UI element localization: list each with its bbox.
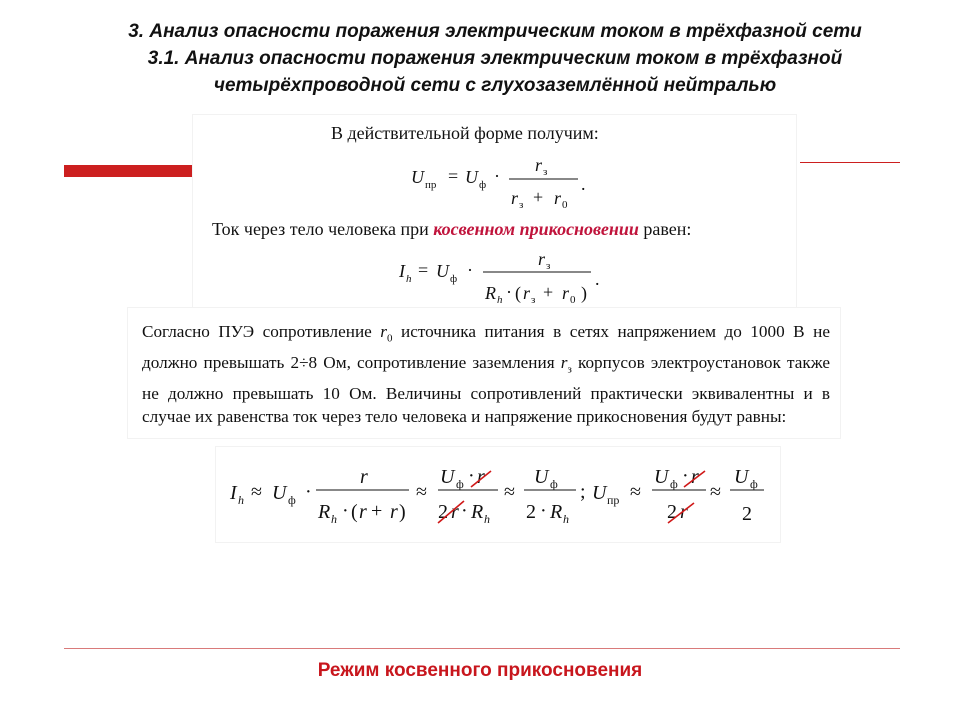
svg-text:·: ·	[305, 481, 312, 503]
svg-text:·: ·	[467, 260, 473, 280]
svg-text:2: 2	[438, 501, 448, 523]
svg-text:2: 2	[742, 503, 752, 525]
title-line-3: четырёхпроводной сети с глухозаземлённой нейтралью	[213, 75, 777, 96]
svg-text:r: r	[451, 501, 459, 523]
svg-text:): )	[399, 501, 406, 523]
svg-text:ф: ф	[456, 477, 464, 491]
svg-text:U: U	[592, 482, 607, 504]
red-rule-top	[800, 162, 900, 163]
svg-text:з: з	[519, 199, 524, 211]
svg-text:r: r	[691, 466, 699, 488]
svg-text:·: ·	[682, 465, 689, 487]
symbol-rz-sub: з	[567, 363, 572, 376]
svg-text:r: r	[359, 501, 367, 523]
svg-text:·: ·	[506, 282, 512, 302]
svg-text:h: h	[484, 512, 490, 526]
intro-text: В действительной форме получим:	[331, 123, 599, 143]
slide-title	[60, 18, 930, 99]
svg-text:R: R	[550, 501, 563, 523]
title-line-2: 3.1. Анализ опасности поражения электрическим током в трёхфазной	[147, 48, 843, 69]
symbol-r0-sub: 0	[387, 332, 393, 345]
svg-text:з: з	[543, 166, 548, 178]
svg-text:≈: ≈	[251, 481, 262, 503]
svg-text:=: =	[448, 166, 459, 186]
svg-text:≈: ≈	[416, 481, 427, 503]
svg-text:r: r	[390, 501, 398, 523]
svg-text:r: r	[523, 283, 531, 303]
bottom-caption: Режим косвенного прикосновения	[317, 660, 643, 681]
svg-text:з: з	[531, 294, 536, 306]
svg-text:ф: ф	[288, 493, 296, 507]
svg-text:U: U	[272, 482, 287, 504]
svg-text:r: r	[680, 501, 688, 523]
svg-text:2: 2	[526, 501, 536, 523]
svg-text:≈: ≈	[504, 481, 515, 503]
para-part-3: корпусов электроустановок также не должно превышать 10 Ом. Величины сопротивлений практически эквивалентны и в случае их равенства ток через тело человека и напряжение прикосновения будут равны:	[142, 352, 830, 427]
svg-text:I: I	[230, 482, 237, 504]
formula-panel-2	[216, 447, 780, 542]
svg-text:r: r	[535, 155, 543, 175]
svg-text:(: (	[351, 501, 358, 523]
svg-text:ф: ф	[750, 477, 758, 491]
current-text-post: равен:	[638, 219, 692, 239]
svg-text:R: R	[318, 501, 331, 523]
svg-text:R: R	[485, 283, 496, 303]
svg-text:ф: ф	[550, 477, 558, 491]
svg-text:·: ·	[494, 166, 500, 186]
title-line-1: 3. Анализ опасности поражения электрическим током в трёхфазной сети	[128, 21, 862, 42]
svg-text:R: R	[471, 501, 484, 523]
svg-text:U: U	[436, 261, 449, 281]
svg-text:;: ;	[580, 481, 586, 503]
text-panel	[128, 308, 840, 438]
svg-text:ф: ф	[479, 179, 487, 191]
svg-text:·: ·	[540, 500, 547, 522]
svg-text:U: U	[465, 167, 478, 187]
svg-text:h: h	[563, 512, 569, 526]
svg-text:ф: ф	[670, 477, 678, 491]
explanation-paragraph	[142, 320, 830, 429]
svg-text:r: r	[554, 188, 562, 208]
svg-text:·: ·	[468, 465, 475, 487]
svg-text:r: r	[360, 466, 368, 488]
svg-text:+: +	[543, 282, 554, 302]
svg-text:U: U	[440, 466, 455, 488]
svg-text:·: ·	[342, 500, 349, 522]
svg-text:0: 0	[570, 294, 576, 306]
para-part-2: источника питания в сетях напряжением до 1000 В не должно превышать 2÷8 Ом, сопротивление заземления	[142, 322, 830, 372]
svg-text:U: U	[654, 466, 669, 488]
svg-text:U: U	[411, 167, 424, 187]
svg-text:≈: ≈	[630, 481, 641, 503]
svg-text:r: r	[511, 188, 519, 208]
current-text-accent: косвенном прикосновении	[433, 219, 639, 239]
svg-text:h: h	[331, 512, 337, 526]
symbol-rz: r	[560, 352, 568, 372]
svg-text:): )	[581, 283, 587, 303]
svg-text:.: .	[595, 269, 600, 289]
svg-text:(: (	[515, 283, 521, 303]
svg-text:пр: пр	[425, 179, 437, 191]
svg-text:пр: пр	[607, 493, 620, 507]
svg-text:з: з	[546, 260, 551, 272]
svg-text:r: r	[562, 283, 570, 303]
svg-text:≈: ≈	[710, 481, 721, 503]
symbol-r0: r	[380, 322, 387, 341]
formula-panel-1	[193, 115, 796, 307]
svg-text:I: I	[399, 261, 405, 281]
svg-text:·: ·	[461, 500, 468, 522]
svg-text:h: h	[497, 294, 503, 306]
svg-text:h: h	[238, 493, 244, 507]
svg-text:2: 2	[667, 501, 677, 523]
svg-text:=: =	[418, 260, 429, 280]
svg-text:U: U	[734, 466, 749, 488]
current-text-pre: Ток через тело человека при	[212, 219, 434, 239]
svg-text:r: r	[477, 466, 485, 488]
para-part-1: Согласно ПУЭ сопротивление	[142, 322, 381, 341]
svg-text:+: +	[533, 187, 544, 207]
svg-text:ф: ф	[450, 273, 458, 285]
formula-current	[193, 115, 796, 307]
red-accent-bar	[64, 165, 199, 177]
svg-text:0: 0	[562, 199, 568, 211]
formula-simplified	[216, 447, 780, 542]
svg-text:+: +	[371, 500, 383, 522]
svg-text:h: h	[406, 273, 412, 285]
svg-text:r: r	[538, 249, 546, 269]
svg-text:U: U	[534, 466, 549, 488]
svg-text:.: .	[581, 174, 586, 194]
red-rule-bottom	[64, 648, 900, 649]
